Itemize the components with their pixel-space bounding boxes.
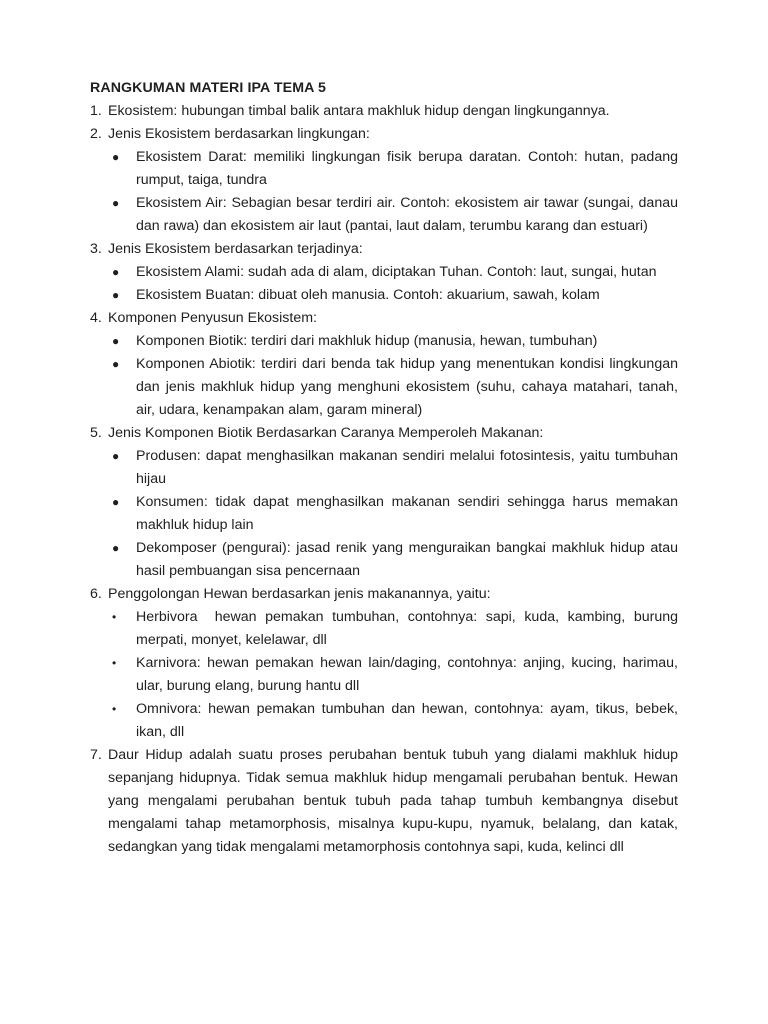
list-item-5	[90, 422, 678, 583]
bullet-icon: •	[112, 610, 117, 624]
bullet-item	[108, 330, 678, 353]
bullet-icon: ●	[112, 288, 120, 302]
bullet-icon: ●	[112, 357, 120, 371]
list-item-2	[90, 123, 678, 238]
list-item-1	[90, 100, 678, 123]
bullet-text: Produsen: dapat menghasilkan makanan sendiri melalui fotosintesis, yaitu tumbuhan hijau	[136, 448, 678, 487]
bullet-list	[90, 261, 678, 307]
bullet-icon: ●	[112, 150, 120, 164]
item-text: Jenis Ekosistem berdasarkan lingkungan:	[108, 126, 370, 142]
bullet-icon: ●	[112, 334, 120, 348]
bullet-icon: ●	[112, 265, 120, 279]
bullet-item	[108, 491, 678, 537]
bullet-text: Komponen Biotik: terdiri dari makhluk hidup (manusia, hewan, tumbuhan)	[136, 333, 598, 349]
bullet-text: Konsumen: tidak dapat menghasilkan makanan sendiri sehingga harus memakan makhluk hidup lain	[136, 494, 678, 533]
bullet-list	[90, 606, 682, 744]
item-text: Ekosistem: hubungan timbal balik antara makhluk hidup dengan lingkungannya.	[108, 103, 610, 119]
bullet-item	[108, 146, 678, 192]
bullet-text: Dekomposer (pengurai): jasad renik yang menguraikan bangkai makhluk hidup atau hasil pembuangan sisa pencernaan	[136, 540, 678, 579]
item-number: 4.	[90, 310, 102, 326]
bullet-icon: ●	[112, 449, 120, 463]
item-text: Komponen Penyusun Ekosistem:	[108, 310, 317, 326]
bullet-text: Omnivora: hewan pemakan tumbuhan dan hewan, contohnya: ayam, tikus, bebek, ikan, dll	[136, 701, 678, 740]
document-title: RANGKUMAN MATERI IPA TEMA 5	[90, 80, 326, 96]
item-text: Penggolongan Hewan berdasarkan jenis makanannya, yaitu:	[108, 586, 491, 602]
bullet-item	[108, 192, 678, 238]
item-text: Jenis Ekosistem berdasarkan terjadinya:	[108, 241, 363, 257]
list-item-6	[90, 583, 682, 744]
bullet-item	[108, 284, 678, 307]
bullet-list	[90, 445, 678, 583]
item-number: 6.	[90, 586, 102, 602]
item-number: 1.	[90, 103, 102, 119]
bullet-text: Karnivora: hewan pemakan hewan lain/daging, contohnya: anjing, kucing, harimau, ular, burung elang, burung hantu dll	[136, 655, 678, 694]
bullet-icon: •	[112, 702, 117, 716]
bullet-item	[108, 606, 682, 652]
item-number: 3.	[90, 241, 102, 257]
item-number: 2.	[90, 126, 102, 142]
bullet-icon: ●	[112, 495, 120, 509]
bullet-icon: •	[112, 656, 117, 670]
item-number: 7.	[90, 747, 102, 763]
bullet-text: Ekosistem Air: Sebagian besar terdiri air. Contoh: ekosistem air tawar (sungai, danau dan rawa) dan ekosistem air laut (pantai, laut dalam, terumbu karang dan estuari)	[136, 195, 678, 234]
list-item-3	[90, 238, 678, 307]
bullet-item	[108, 698, 678, 744]
bullet-item	[108, 537, 678, 583]
bullet-text: Herbivora hewan pemakan tumbuhan, contohnya: sapi, kuda, kambing, burung merpati, monyet, kelelawar, dll	[136, 609, 682, 648]
bullet-item	[108, 445, 678, 491]
bullet-item	[108, 353, 678, 422]
bullet-item	[108, 652, 678, 698]
bullet-item	[108, 261, 678, 284]
bullet-icon: ●	[112, 196, 120, 210]
list-item-7	[90, 744, 678, 859]
bullet-list	[90, 330, 678, 422]
bullet-text: Komponen Abiotik: terdiri dari benda tak hidup yang menentukan kondisi lingkungan dan jenis makhluk hidup yang menghuni ekosistem (suhu, cahaya matahari, tanah, air, udara, kenampakan alam, garam mineral)	[136, 356, 678, 418]
bullet-text: Ekosistem Darat: memiliki lingkungan fisik berupa daratan. Contoh: hutan, padang rumput, taiga, tundra	[136, 149, 678, 188]
list-item-4	[90, 307, 678, 422]
bullet-text: Ekosistem Alami: sudah ada di alam, diciptakan Tuhan. Contoh: laut, sungai, hutan	[136, 264, 657, 280]
item-number: 5.	[90, 425, 102, 441]
bullet-list	[90, 146, 678, 238]
bullet-text: Ekosistem Buatan: dibuat oleh manusia. Contoh: akuarium, sawah, kolam	[136, 287, 600, 303]
item-text: Jenis Komponen Biotik Berdasarkan Caranya Memperoleh Makanan:	[108, 425, 544, 441]
item-text: Daur Hidup adalah suatu proses perubahan bentuk tubuh yang dialami makhluk hidup sepanjang hidupnya. Tidak semua makhluk hidup mengamali perubahan bentuk. Hewan yang mengalami perubahan bentuk tubuh pada tahap tumbuh kembangnya disebut mengalami tahap metamorphosis, misalnya kupu-kupu, nyamuk, belalang, dan katak, sedangkan yang tidak mengalami metamorphosis contohnya sapi, kuda, kelinci dll	[108, 747, 678, 855]
bullet-icon: ●	[112, 541, 120, 555]
